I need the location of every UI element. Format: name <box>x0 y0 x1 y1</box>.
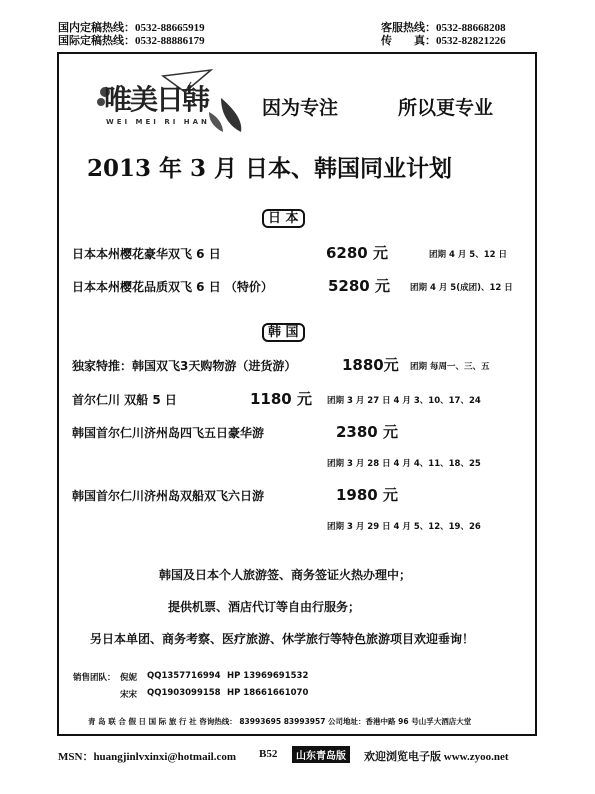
korea-item-price: 1180 元 <box>250 390 312 408</box>
korea-item-price: 1980 元 <box>336 486 398 504</box>
domestic-hotline: 国内定稿热线：0532-88665919 <box>58 22 205 34</box>
korea-item-dates: 团期 3 月 27 日 4 月 3、10、17、24 <box>327 396 481 406</box>
msn-contact: MSN：huangjinlvxinxi@hotmail.com <box>58 751 237 763</box>
service-line: 提供机票、酒店代订等自由行服务； <box>168 600 361 614</box>
website-welcome: 欢迎浏览电子版 www.zyoo.net <box>364 751 509 763</box>
korea-item-price: 1880元 <box>342 356 399 374</box>
sales-person-name: 倪妮 <box>120 673 138 683</box>
page-number: B52 <box>259 748 278 760</box>
logo-name: 唯美日韩 <box>104 83 209 116</box>
korea-item-name: 韩国首尔仁川济州岛双船双飞六日游 <box>72 489 265 503</box>
japan-item-name: 日本本州樱花豪华双飞 6 日 <box>72 247 221 261</box>
japan-item-dates: 团期 4 月 5、12 日 <box>429 250 507 260</box>
service-line: 韩国及日本个人旅游签、商务签证火热办理中； <box>159 568 412 582</box>
logo-subtitle: WEI MEI RI HAN <box>106 118 210 126</box>
header-left <box>58 22 205 48</box>
sales-team-label: 销售团队： <box>73 673 116 683</box>
page-title: 2013 年 3 月 日本、韩国同业计划 <box>87 155 453 182</box>
sales-person-phone: HP 13969691532 <box>227 671 309 681</box>
slogan-right: 所以更专业 <box>398 97 494 119</box>
korea-item-price: 2380 元 <box>336 423 398 441</box>
fax-number: 传 真：0532-82821226 <box>381 35 506 47</box>
sales-person-qq: QQ1903099158 <box>147 688 221 698</box>
sales-person-qq: QQ1357716994 <box>147 671 221 681</box>
japan-item-price: 5280 元 <box>328 277 390 295</box>
korea-item-dates: 团期 每周一、三、五 <box>410 362 490 372</box>
japan-item-name: 日本本州樱花品质双飞 6 日 （特价） <box>72 280 273 294</box>
korea-item-name: 韩国首尔仁川济州岛四飞五日豪华游 <box>72 426 265 440</box>
korea-item-name: 独家特推：韩国双飞3天购物游（进货游） <box>72 359 297 373</box>
service-line: 另日本单团、商务考察、医疗旅游、休学旅行等特色旅游项目欢迎垂询！ <box>90 632 475 646</box>
korea-item-name: 首尔仁川 双船 5 日 <box>72 393 177 407</box>
international-hotline: 国际定稿热线：0532-88886179 <box>58 35 205 47</box>
company-info: 青 岛 联 合 假 日 国 际 旅 行 社 咨询热线： 83993695 83993957 公司地址：香港中路 96 号山孚大酒店大堂 <box>88 717 472 726</box>
section-korea-heading: 韩 国 <box>262 323 305 342</box>
publisher-badge: 山东青岛版 <box>292 746 350 763</box>
service-hotline: 客服热线：0532-88668208 <box>381 22 506 34</box>
header-right <box>381 22 506 48</box>
korea-item-dates: 团期 3 月 29 日 4 月 5、12、19、26 <box>327 522 481 532</box>
sales-person-name: 宋宋 <box>120 690 138 700</box>
japan-item-dates: 团期 4 月 5(成团)、12 日 <box>410 283 513 293</box>
japan-item-price: 6280 元 <box>326 244 388 262</box>
sales-person-phone: HP 18661661070 <box>227 688 309 698</box>
korea-item-dates: 团期 3 月 28 日 4 月 4、11、18、25 <box>327 459 481 469</box>
section-japan-heading: 日 本 <box>262 209 305 228</box>
slogan-left: 因为专注 <box>262 97 339 119</box>
